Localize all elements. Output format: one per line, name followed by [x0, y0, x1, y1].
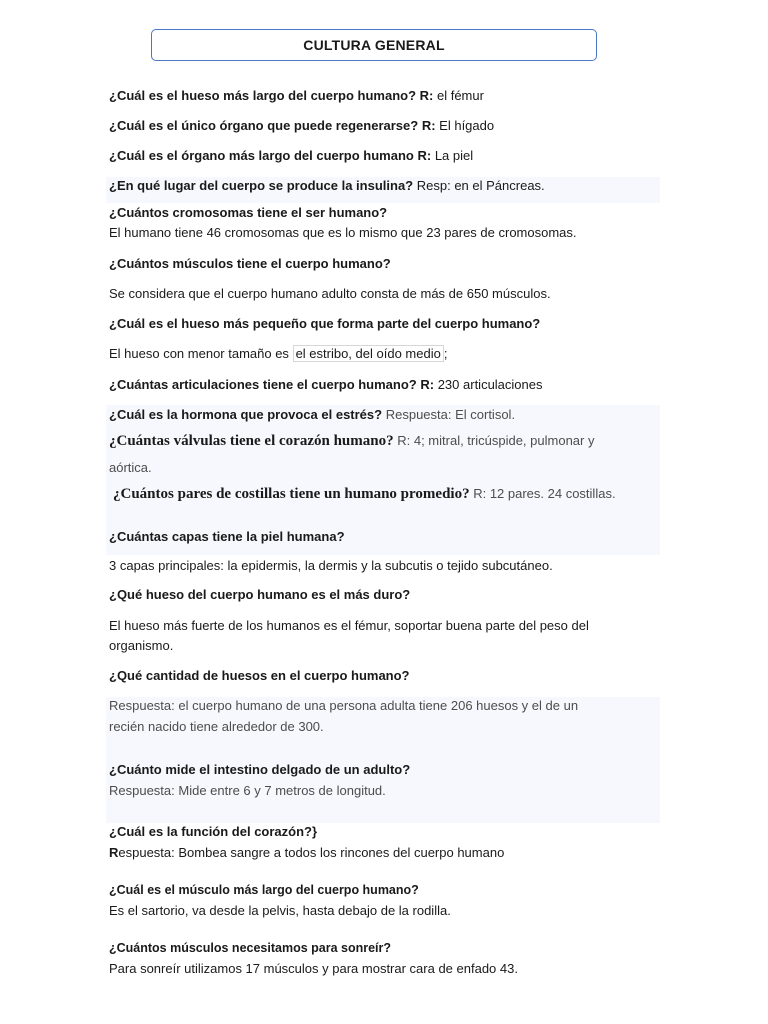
question: ¿Cuál es el único órgano que puede regenerarse?: [109, 118, 419, 133]
qa-line: [109, 377, 661, 393]
question: ¿En qué lugar del cuerpo se produce la insulina?: [109, 178, 414, 193]
answer: Para sonreír utilizamos 17 músculos y para mostrar cara de enfado 43.: [109, 961, 518, 976]
question: ¿Cuál es el hueso más largo del cuerpo humano?: [109, 88, 417, 103]
question: ¿Qué cantidad de huesos en el cuerpo humano?: [109, 668, 410, 683]
qa-line: [109, 824, 661, 840]
question: ¿Cuántas articulaciones tiene el cuerpo humano?: [109, 377, 417, 392]
answer-prefix: R:: [421, 118, 436, 133]
answer-prefix: R:: [419, 88, 434, 103]
question: ¿Cuál es la función del corazón?}: [109, 824, 318, 839]
answer: espuesta: Bombea sangre a todos los rincones del cuerpo humano: [118, 845, 505, 860]
answer: El hueso más fuerte de los humanos es el fémur, soportar buena parte del peso del: [109, 618, 589, 633]
answer: aórtica.: [109, 460, 152, 475]
question: ¿Cuál es la hormona que provoca el estrés?: [109, 407, 383, 422]
qa-line: [109, 762, 661, 778]
answer-tail: ;: [443, 346, 448, 361]
question: ¿Cuántas capas tiene la piel humana?: [109, 529, 345, 544]
answer-prefix: R:: [420, 377, 435, 392]
qa-line: [109, 148, 661, 164]
answer-prefix: R: [109, 845, 119, 860]
qa-line: [109, 529, 661, 545]
page-title: CULTURA GENERAL: [303, 37, 445, 53]
qa-line: [109, 618, 661, 634]
qa-line: [109, 286, 661, 302]
qa-line: [109, 178, 661, 194]
qa-line: [109, 433, 661, 449]
qa-line: [109, 845, 661, 861]
question: ¿Cuántos cromosomas tiene el ser humano?: [109, 205, 388, 220]
question: ¿Qué hueso del cuerpo humano es el más duro?: [109, 587, 411, 602]
question: ¿Cuál es el hueso más pequeño que forma parte del cuerpo humano?: [109, 316, 541, 331]
qa-line: [109, 698, 661, 714]
answer: el fémur: [436, 88, 484, 103]
answer: La piel: [434, 148, 474, 163]
question: ¿Cuántas válvulas tiene el corazón humano?: [109, 433, 394, 449]
answer: El hígado: [439, 118, 495, 133]
qa-line: [109, 903, 661, 919]
question: ¿Cuánto mide el intestino delgado de un adulto?: [109, 762, 411, 777]
answer: El humano tiene 46 cromosomas que es lo mismo que 23 pares de cromosomas.: [109, 225, 577, 240]
qa-line: [109, 316, 661, 332]
title-box: [151, 29, 597, 61]
answer: 230 articulaciones: [437, 377, 543, 392]
question: ¿Cuántos músculos tiene el cuerpo humano?: [109, 256, 391, 271]
qa-line: [109, 961, 661, 977]
qa-line: [109, 460, 661, 476]
answer: El hueso con menor tamaño es: [109, 346, 289, 361]
answer: organismo.: [109, 638, 174, 653]
answer: R: 12 pares. 24 costillas.: [473, 486, 616, 501]
highlight-band: [106, 697, 660, 823]
answer: Respuesta: El cortisol.: [385, 407, 516, 422]
answer: R: 4; mitral, tricúspide, pulmonar y: [397, 433, 595, 448]
qa-line: [109, 558, 661, 574]
answer: Resp: en el Páncreas.: [416, 178, 545, 193]
qa-line: [109, 88, 661, 104]
qa-line: [109, 205, 661, 221]
answer-highlight: el estribo, del oído medio: [293, 345, 444, 362]
qa-line: [109, 346, 661, 362]
qa-line: [109, 638, 661, 654]
answer-prefix: R:: [417, 148, 432, 163]
question: ¿Cuál es el órgano más largo del cuerpo humano: [109, 148, 414, 163]
question: ¿Cuántos músculos necesitamos para sonreír?: [109, 941, 392, 955]
qa-line: [109, 407, 661, 423]
qa-line: [109, 225, 661, 241]
qa-line: [109, 719, 661, 735]
answer: Respuesta: Mide entre 6 y 7 metros de longitud.: [109, 783, 386, 798]
qa-line: [113, 486, 665, 502]
answer: Es el sartorio, va desde la pelvis, hasta debajo de la rodilla.: [109, 903, 451, 918]
qa-line: [109, 668, 661, 684]
qa-line: [109, 783, 661, 799]
qa-line: [109, 882, 661, 898]
question: ¿Cuál es el músculo más largo del cuerpo humano?: [109, 883, 419, 897]
answer: Se considera que el cuerpo humano adulto consta de más de 650 músculos.: [109, 286, 551, 301]
question: ¿Cuántos pares de costillas tiene un humano promedio?: [113, 486, 470, 502]
qa-line: [109, 587, 661, 603]
answer: recién nacido tiene alrededor de 300.: [109, 719, 324, 734]
answer: Respuesta: el cuerpo humano de una persona adulta tiene 206 huesos y el de un: [109, 698, 579, 713]
qa-line: [109, 940, 661, 956]
qa-line: [109, 256, 661, 272]
answer: 3 capas principales: la epidermis, la dermis y la subcutis o tejido subcutáneo.: [109, 558, 553, 573]
qa-line: [109, 118, 661, 134]
